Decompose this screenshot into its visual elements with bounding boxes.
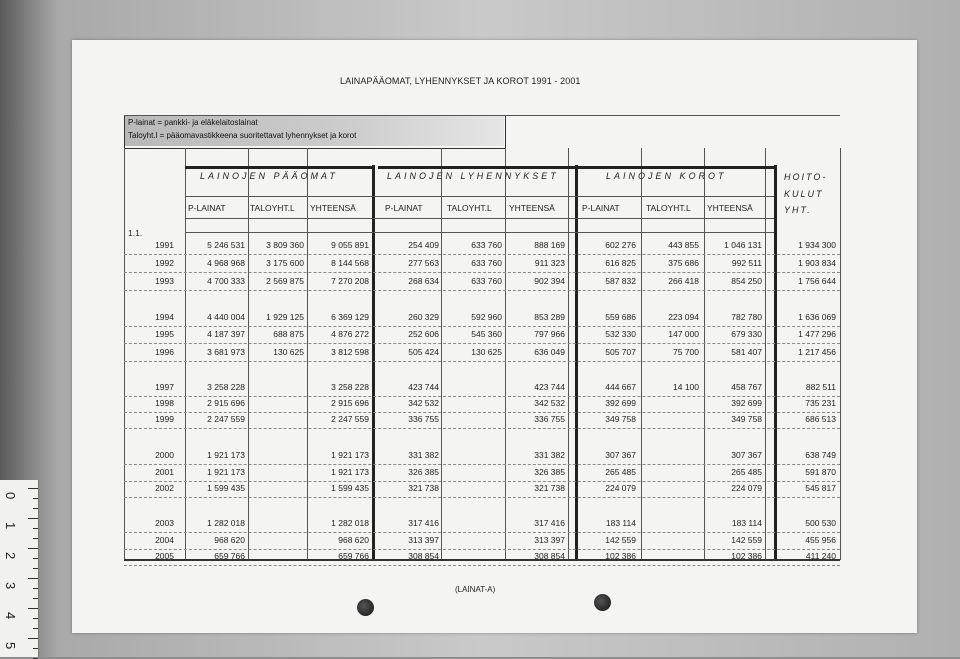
table-cell: 1 921 173 [331,467,369,477]
row-year: 2005 [155,551,174,561]
table-cell: 659 766 [214,551,245,561]
column-header: P-LAINAT [385,203,423,213]
table-cell: 130 625 [471,347,502,357]
table-cell: 102 386 [605,551,636,561]
row-separator [124,497,840,498]
table-cell: 4 700 333 [207,276,245,286]
column-header: P-LAINAT [582,203,620,213]
table-cell: 130 625 [273,347,304,357]
table-cell: 854 250 [731,276,762,286]
table-cell: 321 738 [534,483,565,493]
table-cell: 455 956 [805,535,836,545]
table-cell: 321 738 [408,483,439,493]
table-cell: 265 485 [605,467,636,477]
column-header: YHTEENSÄ [707,203,753,213]
column-header: P-LAINAT [188,203,226,213]
table-cell: 902 394 [534,276,565,286]
grid-vline [124,148,125,560]
table-cell: 342 532 [408,398,439,408]
table-cell: 326 385 [408,467,439,477]
ruler-tick [28,488,38,489]
punch-hole-left [357,599,374,616]
table-cell: 313 397 [408,535,439,545]
table-cell: 968 620 [214,535,245,545]
ruler-number: 0 [3,492,18,500]
column-header: YHTEENSÄ [310,203,356,213]
table-cell: 581 407 [731,347,762,357]
legend-line-2: Taloyht.l = pääomavastikkeena suoritettavat lyhennykset ja korot [128,131,357,140]
table-cell: 505 707 [605,347,636,357]
table-cell: 797 966 [534,329,565,339]
document-title: LAINAPÄÄOMAT, LYHENNYKSET JA KOROT 1991 - 2001 [340,76,581,86]
table-cell: 5 246 531 [207,240,245,250]
row-year: 2002 [155,483,174,493]
row-year: 2001 [155,467,174,477]
row-separator [124,343,840,344]
table-cell: 2 247 559 [331,414,369,424]
table-cell: 423 744 [534,382,565,392]
table-cell: 1 599 435 [331,483,369,493]
header-rule [185,196,774,197]
section-lyhennykset: LAINOJEN LYHENNYKSET [387,171,559,181]
section-hoitokulut-line3: YHT. [784,205,812,215]
row-year: 1995 [155,329,174,339]
table-cell: 224 079 [605,483,636,493]
ruler-tick [33,568,38,569]
table-cell: 1 599 435 [207,483,245,493]
ruler-tick [33,508,38,509]
table-cell: 616 825 [605,258,636,268]
table-cell: 411 240 [805,551,836,561]
section-rule-2 [378,166,575,169]
row-year: 1998 [155,398,174,408]
row-separator [124,290,840,291]
table-cell: 1 903 834 [798,258,836,268]
row-year: 1991 [155,240,174,250]
column-header: YHTEENSÄ [509,203,555,213]
table-cell: 458 767 [731,382,762,392]
table-cell: 4 187 397 [207,329,245,339]
row-year: 2000 [155,450,174,460]
punch-hole-right [594,594,611,611]
row-year: 1997 [155,382,174,392]
table-cell: 331 382 [408,450,439,460]
table-cell: 342 532 [534,398,565,408]
row-separator [124,428,840,429]
section-lainapaaomat: LAINOJEN PÄÄOMAT [200,171,338,181]
section-rule-1 [185,166,375,169]
table-cell: 6 369 129 [331,312,369,322]
column-header: TALOYHT.L [646,203,691,213]
table-cell: 308 854 [408,551,439,561]
row-year: 1993 [155,276,174,286]
table-cell: 636 049 [534,347,565,357]
table-cell: 853 289 [534,312,565,322]
table-cell: 423 744 [408,382,439,392]
table-cell: 331 382 [534,450,565,460]
table-cell: 1 282 018 [207,518,245,528]
grid-vline-thick [774,165,777,560]
table-cell: 375 686 [668,258,699,268]
table-cell: 500 530 [805,518,836,528]
table-cell: 4 876 272 [331,329,369,339]
header-rule [185,218,774,219]
table-cell: 392 699 [605,398,636,408]
table-cell: 102 386 [731,551,762,561]
table-cell: 336 755 [408,414,439,424]
grid-top-line [124,115,840,116]
table-cell: 14 100 [673,382,699,392]
table-cell: 686 513 [805,414,836,424]
row-year: 2004 [155,535,174,545]
ruler-tick [33,498,38,499]
table-cell: 782 780 [731,312,762,322]
table-cell: 3 175 600 [266,258,304,268]
grid-vline-thick [372,165,375,560]
footer-label: (LAINAT-A) [455,585,496,594]
ruler-number: 1 [3,522,18,530]
table-cell: 266 418 [668,276,699,286]
table-cell: 602 276 [605,240,636,250]
table-cell: 3 258 228 [331,382,369,392]
ruler-tick [33,598,38,599]
row-separator [124,254,840,255]
table-cell: 224 079 [731,483,762,493]
table-cell: 633 760 [471,240,502,250]
ruler-tick [33,528,38,529]
row-separator [124,361,840,362]
ruler-tick [28,578,38,579]
ruler-tick [33,538,38,539]
table-cell: 911 323 [534,258,565,268]
grid-vline-thick [575,165,578,560]
header-rule [185,232,774,233]
row-separator [124,272,840,273]
row-separator [124,464,840,465]
table-cell: 254 409 [408,240,439,250]
table-cell: 559 686 [605,312,636,322]
table-cell: 2 569 875 [266,276,304,286]
table-cell: 7 270 208 [331,276,369,286]
table-cell: 532 330 [605,329,636,339]
table-cell: 633 760 [471,276,502,286]
scan-ruler [0,480,39,657]
table-cell: 505 424 [408,347,439,357]
table-cell: 679 330 [731,329,762,339]
table-cell: 3 812 598 [331,347,369,357]
row-separator [124,532,840,533]
table-cell: 3 809 360 [266,240,304,250]
ruler-tick [33,628,38,629]
table-cell: 307 367 [605,450,636,460]
table-cell: 317 416 [534,518,565,528]
table-cell: 142 559 [605,535,636,545]
table-cell: 659 766 [338,551,369,561]
table-cell: 688 875 [273,329,304,339]
table-cell: 2 915 696 [331,398,369,408]
table-cell: 633 760 [471,258,502,268]
section-hoitokulut-line2: KULUT [784,189,824,199]
table-cell: 268 634 [408,276,439,286]
table-cell: 1 921 173 [331,450,369,460]
table-cell: 3 258 228 [207,382,245,392]
grid-vline [765,148,766,560]
table-cell: 591 870 [805,467,836,477]
row-year: 1999 [155,414,174,424]
table-cell: 252 606 [408,329,439,339]
ruler-tick [33,618,38,619]
section-rule-3 [578,166,774,169]
table-cell: 277 563 [408,258,439,268]
ruler-tick [28,518,38,519]
row-year: 1996 [155,347,174,357]
table-cell: 444 667 [605,382,636,392]
table-cell: 183 114 [731,518,762,528]
table-cell: 349 758 [605,414,636,424]
table-cell: 2 915 696 [207,398,245,408]
table-cell: 968 620 [338,535,369,545]
table-cell: 313 397 [534,535,565,545]
table-cell: 1 217 456 [798,347,836,357]
section-korot: LAINOJEN KOROT [606,171,727,181]
row-separator [124,549,840,550]
table-cell: 1 282 018 [331,518,369,528]
column-header: TALOYHT.L [250,203,295,213]
ruler-number: 4 [3,612,18,620]
table-cell: 260 329 [408,312,439,322]
ruler-tick [33,558,38,559]
ruler-tick [33,648,38,649]
legend-line-1: P-lainat = pankki- ja eläkelaitoslainat [128,118,258,127]
row-separator [124,481,840,482]
table-cell: 545 360 [471,329,502,339]
table-cell: 1 921 173 [207,467,245,477]
table-cell: 317 416 [408,518,439,528]
row-separator [124,396,840,397]
ruler-tick [28,608,38,609]
table-cell: 4 968 968 [207,258,245,268]
row-year: 1994 [155,312,174,322]
table-cell: 307 367 [731,450,762,460]
table-cell: 735 231 [805,398,836,408]
table-cell: 392 699 [731,398,762,408]
table-cell: 147 000 [668,329,699,339]
table-cell: 8 144 568 [331,258,369,268]
row-year: 1992 [155,258,174,268]
section-hoitokulut-line1: HOITO- [784,172,828,182]
table-cell: 2 247 559 [207,414,245,424]
table-cell: 1 921 173 [207,450,245,460]
table-cell: 223 094 [668,312,699,322]
ruler-number: 3 [3,582,18,590]
table-cell: 1 756 644 [798,276,836,286]
table-cell: 9 055 891 [331,240,369,250]
table-cell: 992 511 [731,258,762,268]
table-cell: 1 046 131 [724,240,762,250]
row-year: 2003 [155,518,174,528]
ruler-number: 5 [3,642,18,650]
table-cell: 308 854 [534,551,565,561]
table-cell: 587 832 [605,276,636,286]
table-cell: 75 700 [673,347,699,357]
table-cell: 265 485 [731,467,762,477]
corner-label: 1.1. [128,228,143,238]
table-cell: 142 559 [731,535,762,545]
table-cell: 183 114 [605,518,636,528]
table-cell: 326 385 [534,467,565,477]
table-cell: 638 749 [805,450,836,460]
table-cell: 1 929 125 [266,312,304,322]
grid-vline [840,148,841,560]
ruler-tick [28,548,38,549]
column-header: TALOYHT.L [447,203,492,213]
table-cell: 443 855 [668,240,699,250]
table-cell: 349 758 [731,414,762,424]
row-separator [124,412,840,413]
table-cell: 336 755 [534,414,565,424]
table-cell: 1 477 296 [798,329,836,339]
table-cell: 882 511 [805,382,836,392]
table-cell: 592 960 [471,312,502,322]
ruler-tick [33,588,38,589]
table-cell: 888 169 [534,240,565,250]
table-cell: 3 681 973 [207,347,245,357]
table-cell: 545 817 [805,483,836,493]
row-separator [124,565,840,566]
row-separator [124,326,840,327]
table-cell: 1 934 300 [798,240,836,250]
table-cell: 4 440 004 [207,312,245,322]
table-cell: 1 636 069 [798,312,836,322]
ruler-tick [28,638,38,639]
ruler-number: 2 [3,552,18,560]
